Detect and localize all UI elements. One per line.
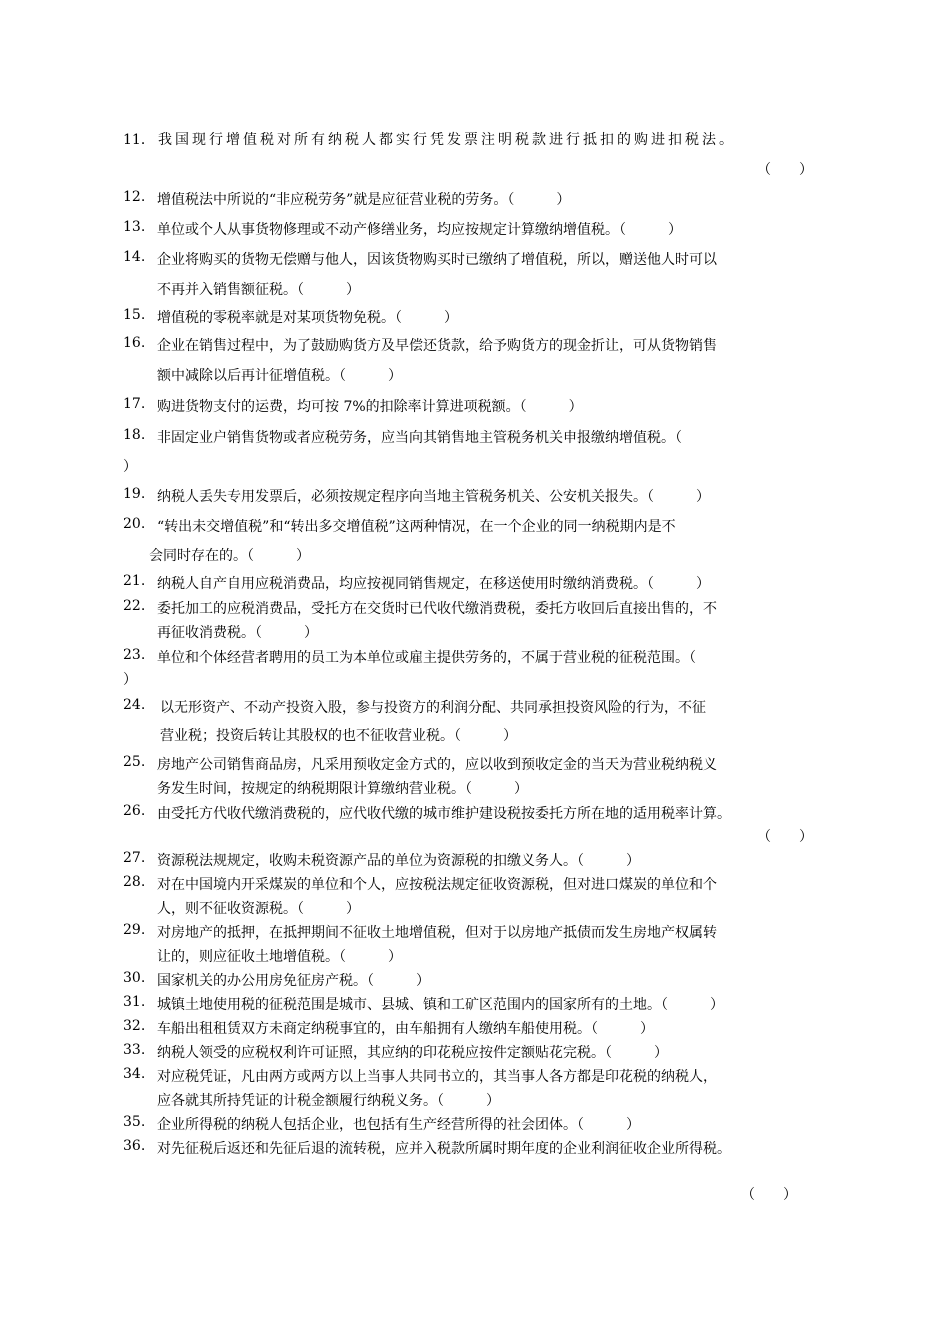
- question-text: 纳税人丢失专用发票后，必须按规定程序向当地主管税务机关、公安机关报失。（ ）: [157, 489, 710, 505]
- question-text-continued: 额中减除以后再计征增值税。（ ）: [157, 368, 402, 384]
- question-text-continued: 再征收消费税。（ ）: [157, 625, 318, 641]
- question-number: 13.: [123, 219, 146, 235]
- answer-blank: （ ）: [741, 1187, 797, 1203]
- question-text: 单位或个人从事货物修理或不动产修缮业务，均应按规定计算缴纳增值税。（ ）: [157, 222, 682, 238]
- question-text-continued: 让的，则应征收土地增值税。（ ）: [157, 949, 402, 965]
- question-text: 对应税凭证，凡由两方或两方以上当事人共同书立的，其当事人各方都是印花税的纳税人，: [157, 1069, 717, 1085]
- question-text: 资源税法规规定，收购未税资源产品的单位为资源税的扣缴义务人。（ ）: [157, 853, 640, 869]
- question-number: 30.: [123, 970, 146, 986]
- question-text: 我国现行增值税对所有纳税人都实行凭发票注明税款进行抵扣的购进扣税法。: [158, 132, 736, 148]
- question-number: 23.: [123, 647, 146, 663]
- question-text: 企业所得税的纳税人包括企业，也包括有生产经营所得的社会团体。（ ）: [157, 1117, 640, 1133]
- question-number: 18.: [123, 427, 146, 443]
- question-number: 24.: [123, 697, 146, 713]
- question-text: 纳税人领受的应税权利许可证照，其应纳的印花税应按件定额贴花完税。（ ）: [157, 1045, 668, 1061]
- question-number: 11．: [123, 132, 155, 148]
- question-number: 20.: [123, 516, 146, 532]
- question-text: 对房地产的抵押，在抵押期间不征收土地增值税，但对于以房地产抵债而发生房地产权属转: [157, 925, 717, 941]
- question-number: 29.: [123, 922, 146, 938]
- question-number: 32.: [123, 1018, 146, 1034]
- question-text: 房地产公司销售商品房，凡采用预收定金方式的，应以收到预收定金的当天为营业税纳税义: [157, 757, 717, 773]
- question-number: 31.: [123, 994, 146, 1010]
- question-number: 16.: [123, 335, 146, 351]
- question-text: 以无形资产、不动产投资入股，参与投资方的利润分配、共同承担投资风险的行为，不征: [160, 700, 706, 716]
- question-number: 35.: [123, 1114, 146, 1130]
- question-number: 14.: [123, 249, 146, 265]
- question-number: 36.: [123, 1138, 146, 1154]
- question-text-continued: 应各就其所持凭证的计税金额履行纳税义务。（ ）: [157, 1093, 500, 1109]
- question-number: 26.: [123, 803, 146, 819]
- question-text: 企业将购买的货物无偿赠与他人，因该货物购买时已缴纳了增值税，所以，赠送他人时可以: [157, 252, 717, 268]
- question-text: 对在中国境内开采煤炭的单位和个人，应按税法规定征收资源税，但对进口煤炭的单位和个: [157, 877, 717, 893]
- question-text: “转出未交增值税”和“转出多交增值税”这两种情况，在一个企业的同一纳税期内是不: [157, 519, 676, 535]
- answer-blank-close: ）: [123, 459, 137, 475]
- question-text: 委托加工的应税消费品，受托方在交货时已代收代缴消费税，委托方收回后直接出售的，不: [157, 601, 717, 617]
- question-number: 21.: [123, 573, 146, 589]
- question-text: 企业在销售过程中，为了鼓励购货方及早偿还货款，给予购货方的现金折让，可从货物销售: [157, 338, 717, 354]
- question-text-continued: 不再并入销售额征税。（ ）: [157, 282, 360, 298]
- question-number: 19.: [123, 486, 146, 502]
- answer-blank-close: ）: [123, 672, 137, 688]
- question-number: 25.: [123, 754, 146, 770]
- question-text: 增值税法中所说的“非应税劳务”就是应征营业税的劳务。（ ）: [157, 192, 571, 208]
- question-text: 城镇土地使用税的征税范围是城市、县城、镇和工矿区范围内的国家所有的土地。（ ）: [157, 997, 724, 1013]
- question-text: 国家机关的办公用房免征房产税。（ ）: [157, 973, 430, 989]
- question-text: 纳税人自产自用应税消费品，均应按视同销售规定，在移送使用时缴纳消费税。（ ）: [157, 576, 710, 592]
- question-number: 15.: [123, 307, 146, 323]
- question-text: 非固定业户销售货物或者应税劳务，应当向其销售地主管税务机关申报缴纳增值税。（: [157, 430, 682, 446]
- question-text-continued: 务发生时间，按规定的纳税期限计算缴纳营业税。（ ）: [157, 781, 528, 797]
- question-number: 17.: [123, 396, 146, 412]
- question-text: 增值税的零税率就是对某项货物免税。（ ）: [157, 310, 458, 326]
- answer-blank: （ ）: [757, 162, 813, 178]
- question-text: 由受托方代收代缴消费税的，应代收代缴的城市维护建设税按委托方所在地的适用税率计算。: [157, 806, 731, 822]
- question-number: 27.: [123, 850, 146, 866]
- question-text: 对先征税后返还和先征后退的流转税，应并入税款所属时期年度的企业利润征收企业所得税。: [157, 1141, 731, 1157]
- question-number: 12.: [123, 189, 146, 205]
- question-text: 购进货物支付的运费，均可按 7%的扣除率计算进项税额。（ ）: [157, 399, 583, 415]
- question-number: 34.: [123, 1066, 146, 1082]
- question-text: 单位和个体经营者聘用的员工为本单位或雇主提供劳务的，不属于营业税的征税范围。（: [157, 650, 696, 666]
- question-text: 车船出租租赁双方未商定纳税事宜的，由车船拥有人缴纳车船使用税。（ ）: [157, 1021, 654, 1037]
- question-text-continued: 营业税；投资后转让其股权的也不征收营业税。（ ）: [160, 728, 517, 744]
- answer-blank: （ ）: [757, 829, 813, 845]
- question-text-continued: 人，则不征收资源税。（ ）: [157, 901, 360, 917]
- question-number: 33.: [123, 1042, 146, 1058]
- question-text-continued: 会同时存在的。（ ）: [149, 548, 310, 564]
- question-number: 22.: [123, 598, 146, 614]
- question-number: 28.: [123, 874, 146, 890]
